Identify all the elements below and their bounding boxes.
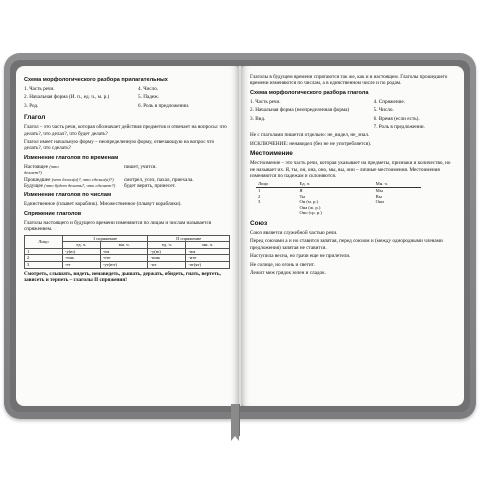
future-text: Глаголы в будущем времени спрягаются так же, как и в настоящем. Глаголы прошедшего времени изменяются по числам, а в единственном числе и по родам.: [250, 74, 448, 87]
schema-adj-list: [24, 86, 230, 111]
table-header: Лицо: [25, 235, 63, 248]
example-line: Не солнце, но огонь и светит.: [250, 261, 315, 268]
tense-label: Прошедшее: [24, 176, 51, 183]
tense-row: [24, 164, 230, 177]
table-cell: Я: [299, 188, 303, 194]
table-cell: -ешь: [62, 255, 100, 262]
table-cell: -у(ю): [62, 248, 100, 255]
table-header: I спряжение: [62, 235, 148, 242]
tense-question: (что делает?): [24, 163, 59, 176]
table-cell: Ты: [299, 193, 306, 199]
table-cell: -ете: [100, 255, 148, 262]
table-subheader: ед. ч.: [62, 242, 100, 249]
list-item: 2. Начальная форма (неопределенная форма): [250, 107, 350, 114]
bookmark-ribbon[interactable]: [231, 404, 240, 436]
union-definition: Союз является служебной частью речи.: [250, 230, 338, 237]
pronoun-text: Местоимение – это часть речи, которая указывает на предметы, признаки и количество, но не называет их. Я, ты, он, она, оно, мы, вы, они – личные местоимения. Местоимения изменяются по падежам и склоняются.: [250, 160, 451, 180]
verb-initial-form: Глагол имеет начальную форму – неопределенную форму, отвечающую на вопрос что делать?, что сделать?: [24, 139, 215, 152]
tense-question: (что будет делать?, что сделает?): [44, 183, 116, 189]
table-cell: 3: [258, 199, 261, 205]
table-header: II спряжение: [148, 235, 230, 242]
union-title: Союз: [250, 220, 268, 228]
table-cell: Он (м. р.): [299, 199, 319, 205]
number-text: Единственное (плывет кораблик). Множественное (плывут кораблики).: [24, 201, 182, 208]
list-item: 6. Роль в предложении.: [138, 102, 190, 109]
table-cell: -у(ю): [148, 248, 186, 255]
table-cell: 1: [25, 248, 63, 255]
table-cell: Мы: [375, 188, 383, 194]
verb-definition: Глагол – это часть речи, которая обозначает действия предметов и отвечает на вопросы: что делать?, что делал?, что будет делать?: [24, 124, 227, 137]
list-item: 5. Число.: [373, 107, 394, 114]
table-subheader: мн. ч.: [186, 242, 230, 249]
list-item: 4. Спряжение.: [373, 98, 405, 105]
example-line: Наступила весна, но грачи еще не прилетели.: [250, 253, 351, 260]
table-subheader: ед. ч.: [148, 242, 186, 249]
union-rule: Перед союзами а и но ставится запятая, перед союзом и (между однородными членами предложения) запятая не ставится.: [250, 238, 443, 251]
tense-label: Настоящее: [24, 163, 49, 170]
schema-adj-title: Схема морфологического разбора прилагательных: [24, 77, 168, 83]
list-item: 2. Начальная форма (И. п., ед. ч., м. р.): [24, 94, 110, 101]
table-cell: 2: [258, 193, 261, 199]
table-row: [256, 210, 421, 216]
tense-example: будет верить, принесет.: [124, 183, 176, 190]
ne-rule: Не с глаголами пишется отдельно: не_видел, не_знал.: [250, 132, 370, 139]
table-cell: Они: [375, 199, 384, 205]
schema-verb-title: Схема морфологического разбора глагола: [250, 89, 369, 96]
pronoun-title: Местоимение: [250, 150, 293, 158]
table-header: Ед. ч.: [297, 181, 373, 187]
tense-row: [24, 183, 230, 189]
table-cell: 3: [25, 262, 63, 269]
table-cell: -ат(ят): [186, 262, 230, 269]
table-header: Мн. ч.: [374, 181, 421, 187]
table-cell: -ут(ют): [100, 262, 148, 269]
tense-label: Будущее: [24, 183, 43, 190]
tense-example: пишет, учится.: [124, 163, 157, 170]
tense-title: Изменение глаголов по временам: [24, 154, 119, 161]
tense-example: смотрел, усел, пахал, приехала.: [124, 176, 194, 183]
table-cell: -ите: [186, 255, 230, 262]
table-row: [25, 248, 230, 255]
number-title: Изменение глаголов по числам: [24, 192, 112, 199]
example-line: Лежит меж грядок зелен и сладок.: [250, 270, 326, 277]
verb-title: Глагол: [24, 114, 46, 122]
table-row: [25, 255, 230, 262]
table-cell: [256, 210, 297, 216]
table-header: Лицо: [256, 181, 297, 187]
list-item: 6. Время (если есть).: [373, 115, 420, 122]
tense-question: (что делал(а)?, что сделал(а)?): [51, 176, 114, 182]
conj-text: Глаголы настоящего и будущего времени изменяются по лицам и числам называется спряжением.: [24, 219, 212, 233]
table-row: [25, 262, 230, 269]
list-item: 4. Число.: [138, 86, 159, 92]
list-item: 1. Часть речи.: [250, 98, 281, 105]
list-item: 3. Род.: [24, 102, 39, 109]
table-cell: Оно (ср. р.): [299, 210, 322, 216]
list-item: 5. Падеж.: [138, 94, 160, 101]
table-subheader: мн. ч.: [100, 242, 148, 249]
schema-verb-list: [250, 99, 456, 133]
table-cell: [374, 210, 421, 216]
left-page: [16, 66, 238, 406]
conj-exceptions: Смотреть, слышать, видеть, ненавидеть, дышать, держать, обидеть, гнать, вертеть, зависеть и терпеть – глаголы II спряжения!: [24, 270, 221, 284]
table-cell: -ет: [62, 262, 100, 269]
ne-exception: ИСКЛЮЧЕНИЕ: ненавидел (без не не употребляется).: [250, 140, 372, 147]
table-cell: Она (ж. р.): [299, 204, 321, 210]
conjugation-table: [24, 235, 230, 269]
table-cell: -им: [186, 248, 230, 255]
table-cell: 1: [258, 188, 261, 194]
list-item: 7. Роль в предложении.: [373, 124, 425, 131]
table-cell: -ем: [100, 248, 148, 255]
table-cell: -ишь: [148, 255, 186, 262]
table-cell: -ит: [148, 262, 186, 269]
list-item: 1. Часть речи.: [24, 86, 55, 92]
list-item: 3. Вид.: [250, 115, 266, 122]
conj-title: Спряжение глаголов: [24, 210, 82, 217]
table-cell: 2: [25, 255, 63, 262]
table-cell: Вы: [375, 193, 382, 199]
right-page: [242, 66, 464, 406]
pronoun-table: [256, 181, 421, 216]
